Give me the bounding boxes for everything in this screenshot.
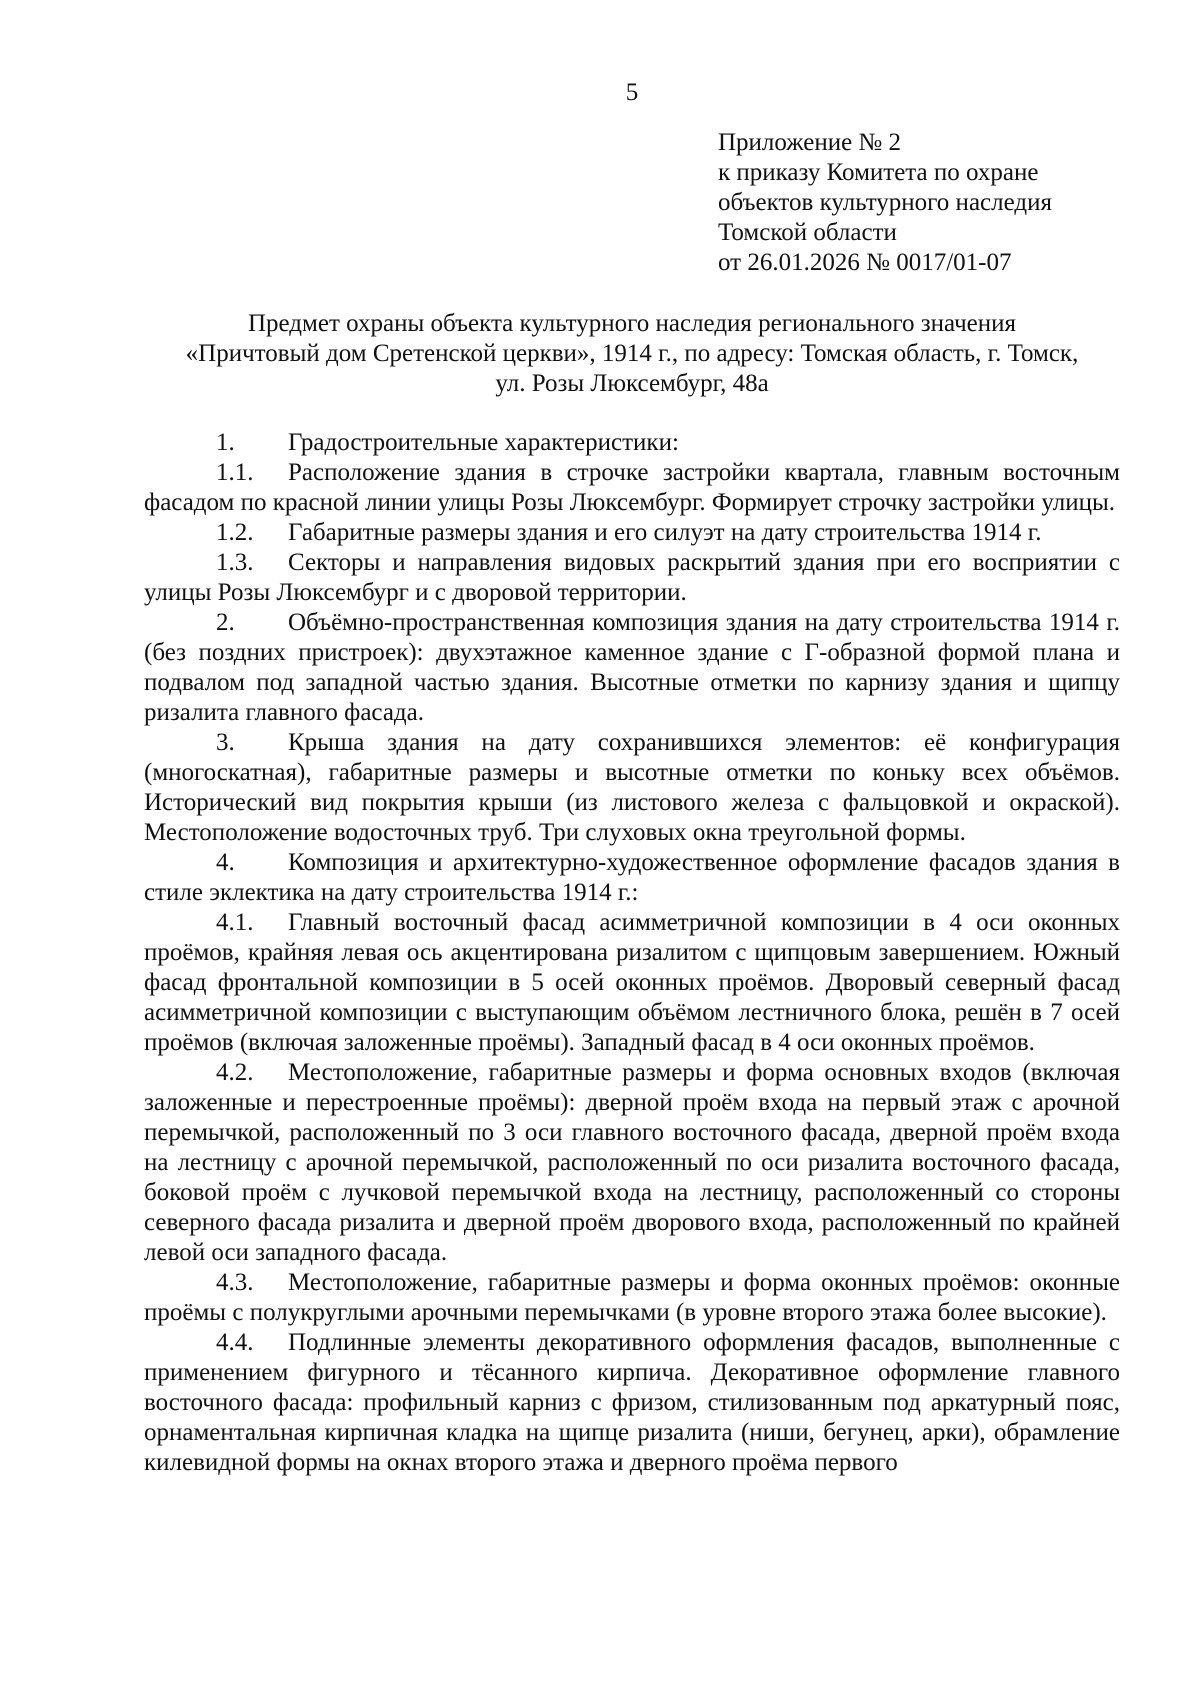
paragraph-4-3 xyxy=(144,1268,1120,1328)
document-body xyxy=(144,428,1120,1478)
appendix-line: объектов культурного наследия xyxy=(718,189,1052,216)
paragraph-number: 1. xyxy=(216,429,235,456)
paragraph-number: 4.3. xyxy=(216,1269,254,1296)
paragraph-number: 1.2. xyxy=(216,519,254,546)
paragraph-text: Градостроительные характеристики: xyxy=(288,429,679,456)
paragraph-text: Расположение здания в строчке застройки квартала, главным восточным фасадом по красной линии улицы Розы Люксембург. Формирует строчку застройки улицы. xyxy=(144,459,1120,516)
paragraph-text: Подлинные элементы декоративного оформления фасадов, выполненные с применением фигурного и тёсанного кирпича. Декоративное оформление главного восточного фасада: профильный карниз с фризом, стилизованным под аркатурный пояс, орнаментальная кирпичная кладка на щипце ризалита (ниши, бегунец, арки), обрамление килевидной формы на окнах второго этажа и дверного проёма первого xyxy=(144,1329,1120,1476)
paragraph-text: Крыша здания на дату сохранившихся элементов: её конфигурация (многоскатная), габаритные размеры и высотные отметки по коньку всех объёмов. Исторический вид покрытия крыши (из листового железа с фальцовкой и окраской). Местоположение водосточных труб. Три слуховых окна треугольной формы. xyxy=(144,729,1120,846)
paragraph-1 xyxy=(144,428,1120,458)
paragraph-number: 3. xyxy=(216,729,235,756)
paragraph-text: Объёмно-пространственная композиция здания на дату строительства 1914 г. (без поздних пристроек): двухэтажное каменное здание с Г-образной формой плана и подвалом под западной частью здания. Высотные отметки по карнизу здания и щипцу ризалита главного фасада. xyxy=(144,609,1120,726)
paragraph-number: 1.3. xyxy=(216,549,254,576)
paragraph-number: 2. xyxy=(216,609,235,636)
paragraph-text: Габаритные размеры здания и его силуэт на дату строительства 1914 г. xyxy=(288,519,1042,546)
appendix-line: Приложение № 2 xyxy=(718,129,902,156)
paragraph-number: 4.2. xyxy=(216,1059,254,1086)
paragraph-number: 4.4. xyxy=(216,1329,254,1356)
paragraph-1-3 xyxy=(144,548,1120,608)
paragraph-number: 4. xyxy=(216,849,235,876)
paragraph-text: Местоположение, габаритные размеры и форма оконных проёмов: оконные проёмы с полукруглыми арочными перемычками (в уровне второго этажа более высокие). xyxy=(144,1269,1120,1326)
appendix-line: к приказу Комитета по охране xyxy=(718,159,1039,186)
paragraph-text: Секторы и направления видовых раскрытий здания при его восприятии с улицы Розы Люксембург и с дворовой территории. xyxy=(144,549,1120,606)
title-line: ул. Розы Люксембург, 48а xyxy=(495,370,769,397)
paragraph-4-2 xyxy=(144,1058,1120,1268)
title-line: «Причтовый дом Сретенской церкви», 1914 г., по адресу: Томская область, г. Томск, xyxy=(185,340,1079,367)
paragraph-4 xyxy=(144,848,1120,908)
paragraph-4-4 xyxy=(144,1328,1120,1478)
appendix-header xyxy=(718,128,1158,278)
document-title xyxy=(144,309,1120,399)
paragraph-3 xyxy=(144,728,1120,848)
paragraph-number: 4.1. xyxy=(216,909,254,936)
paragraph-1-1 xyxy=(144,458,1120,518)
paragraph-text: Местоположение, габаритные размеры и форма основных входов (включая заложенные и перестроенные проёмы): дверной проём входа на первый этаж с арочной перемычкой, расположенный по 3 оси главного восточного фасада, дверной проём входа на лестницу с арочной перемычкой, расположенный по оси ризалита восточного фасада, боковой проём с лучковой перемычкой входа на лестницу, расположенный со стороны северного фасада ризалита и дверной проём дворового входа, расположенный по крайней левой оси западного фасада. xyxy=(144,1059,1120,1266)
paragraph-number: 1.1. xyxy=(216,459,254,486)
paragraph-text: Главный восточный фасад асимметричной композиции в 4 оси оконных проёмов, крайняя левая ось акцентирована ризалитом с щипцовым завершением. Южный фасад фронтальной композиции в 5 осей оконных проёмов. Дворовый северный фасад асимметричной композиции с выступающим объёмом лестничного блока, решён в 7 осей проёмов (включая заложенные проёмы). Западный фасад в 4 оси оконных проёмов. xyxy=(144,909,1120,1056)
appendix-line: Томской области xyxy=(718,219,897,246)
title-line: Предмет охраны объекта культурного наследия регионального значения xyxy=(247,310,1017,337)
appendix-line: от 26.01.2026 № 0017/01-07 xyxy=(718,249,1012,276)
paragraph-1-2 xyxy=(144,518,1120,548)
paragraph-text: Композиция и архитектурно-художественное оформление фасадов здания в стиле эклектика на дату строительства 1914 г.: xyxy=(144,849,1120,906)
paragraph-2 xyxy=(144,608,1120,728)
paragraph-4-1 xyxy=(144,908,1120,1058)
page-number: 5 xyxy=(625,79,639,106)
